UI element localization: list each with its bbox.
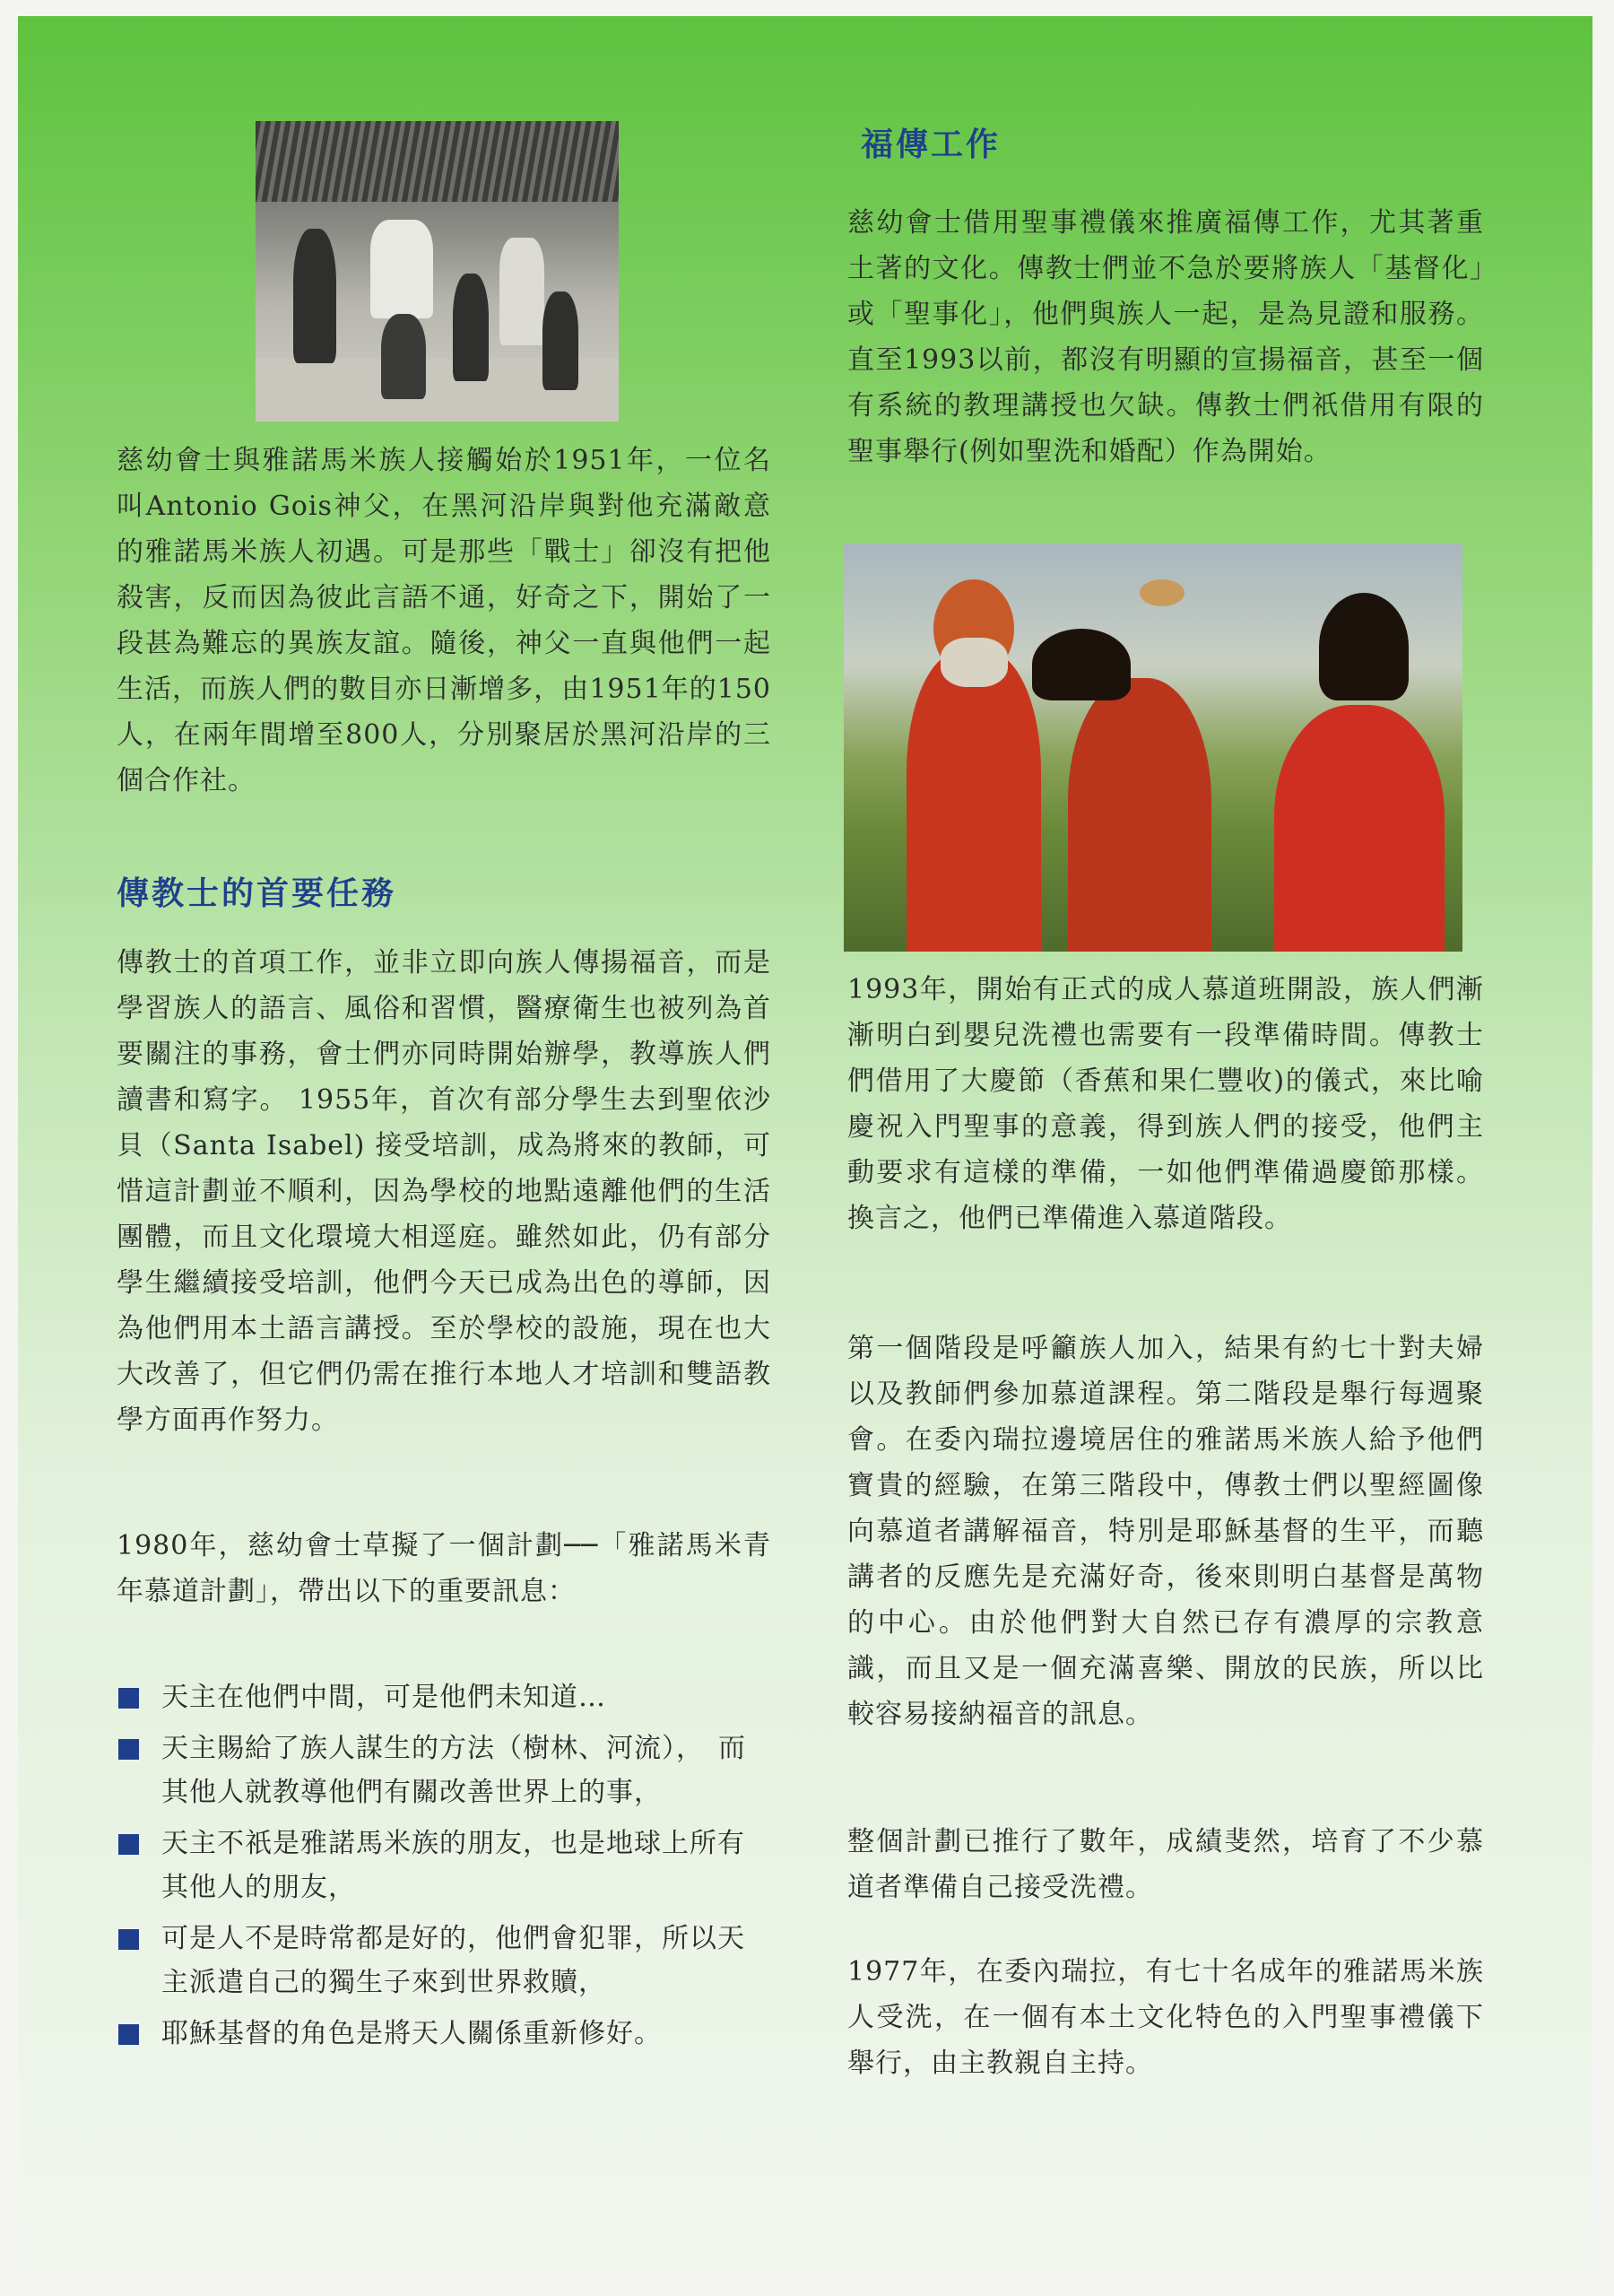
bullet-square-icon <box>118 1834 139 1855</box>
baptism-photo <box>844 544 1462 952</box>
bullet-square-icon <box>118 2024 139 2045</box>
stages-paragraph: 第一個階段是呼籲族人加入，結果有約七十對夫婦以及教師們參加慕道課程。第二階段是舉行每週聚會。在委內瑞拉邊境居住的雅諾馬米族人給予他們寶貴的經驗，在第三階段中，傳教士們以聖經圖像向慕道者講解福音，特別是耶穌基督的生平，而聽講者的反應先是充滿好奇，後來則明白基督是萬物的中心。由於他們對大自然已存有濃厚的宗教意識，而且又是一個充滿喜樂、開放的民族，所以比較容易接納福音的訊息。 <box>847 1333 1484 1730</box>
message-list <box>117 1675 771 2063</box>
priest-figure <box>907 651 1041 952</box>
priest-legs <box>381 314 426 399</box>
list-item: 耶穌基督的角色是將天人關係重新修好。 <box>117 2012 771 2056</box>
woman-figure <box>499 238 544 345</box>
priest-figure <box>370 220 433 318</box>
list-item: 天主在他們中間，可是他們未知道… <box>117 1675 771 1719</box>
list-item: 可是人不是時常都是好的，他們會犯罪，所以天主派遣自己的獨生子來到世界救贖， <box>117 1917 771 2005</box>
intro-paragraph: 慈幼會士與雅諾馬米族人接觸始於1951年，一位名叫Antonio Gois神父，在黑河沿岸與對他充滿敵意的雅諾馬米族人初遇。可是那些「戰士」卻沒有把他殺害，反而因為彼此言語不通，好奇之下，開始了一段甚為難忘的異族友誼。隨後，神父一直與他們一起生活，而族人們的數目亦日漸增多，由1951年的150人，在兩年間增至800人，分別聚居於黑河沿岸的三個合作社。 <box>117 445 771 796</box>
evangelization-heading: 福傳工作 <box>861 126 1002 163</box>
catechumenate-paragraph: 1993年，開始有正式的成人慕道班開設，族人們漸漸明白到嬰兒洗禮也需要有一段準備時間。傳教士們借用了大慶節（香蕉和果仁豐收)的儀式，來比喻慶祝入門聖事的意義，得到族人們的接受，他們主動要求有這樣的準備，一如他們準備過慶節那樣。換言之，他們已準備進入慕道階段。 <box>847 974 1484 1234</box>
baptism-1977-paragraph: 1977年，在委內瑞拉，有七十名成年的雅諾馬米族人受洗，在一個有本土文化特色的入門聖事禮儀下舉行，由主教親自主持。 <box>847 1956 1484 2079</box>
child-figure <box>293 229 336 363</box>
woman-head <box>1319 593 1409 700</box>
bullet-square-icon <box>118 1929 139 1950</box>
group-photo <box>256 121 619 422</box>
list-item: 天主賜給了族人謀生的方法（樹林、河流）， 而其他人就教導他們有關改善世界上的事， <box>117 1726 771 1814</box>
list-item: 天主不祇是雅諾馬米族的朋友，也是地球上所有其他人的朋友， <box>117 1822 771 1909</box>
thatched-roof <box>256 121 619 202</box>
results-paragraph: 整個計劃已推行了數年，成績斐然，培育了不少慕道者準備自己接受洗禮。 <box>847 1826 1484 1903</box>
plan-paragraph: 1980年，慈幼會士草擬了一個計劃──「雅諾馬米青年慕道計劃」，帶出以下的重要訊息： <box>117 1530 771 1607</box>
child-figure <box>542 291 578 390</box>
mission-heading: 傳教士的首要任務 <box>117 875 397 912</box>
bullet-square-icon <box>118 1739 139 1760</box>
candidate-figure <box>1068 678 1211 952</box>
woman-figure <box>1274 705 1445 952</box>
beard <box>941 638 1008 687</box>
document-page <box>18 16 1592 2276</box>
candidate-head <box>1032 629 1131 700</box>
evangelization-paragraph: 慈幼會士借用聖事禮儀來推廣福傳工作，尤其著重土著的文化。傳教士們並不急於要將族人「基督化」或「聖事化」，他們與族人一起，是為見證和服務。直至1993以前，都沒有明顯的宣揚福音，甚至一個有系統的教理講授也欠缺。傳教士們祇借用有限的聖事舉行(例如聖洗和婚配）作為開始。 <box>847 207 1484 467</box>
bullet-square-icon <box>118 1688 139 1709</box>
mission-paragraph: 傳教士的首項工作，並非立即向族人傳揚福音，而是學習族人的語言、風俗和習慣，醫療衛生也被列為首要關注的事務，會士們亦同時開始辦學，教導族人們讀書和寫字。 1955年，首次有部分學生去到聖依沙貝（Santa Isabel) 接受培訓，成為將來的教師，可惜這計劃並不順利，因為學校的地點遠離他們的生活團體，而且文化環境大相逕庭。雖然如此，仍有部分學生繼續接受培訓，他們今天已成為出色的導師，因為他們用本土語言講授。至於學校的設施，現在也大大改善了，但它們仍需在推行本地人才培訓和雙語教學方面再作努力。 <box>117 947 771 1436</box>
child-figure <box>453 274 489 381</box>
water-gourd <box>1140 579 1184 606</box>
